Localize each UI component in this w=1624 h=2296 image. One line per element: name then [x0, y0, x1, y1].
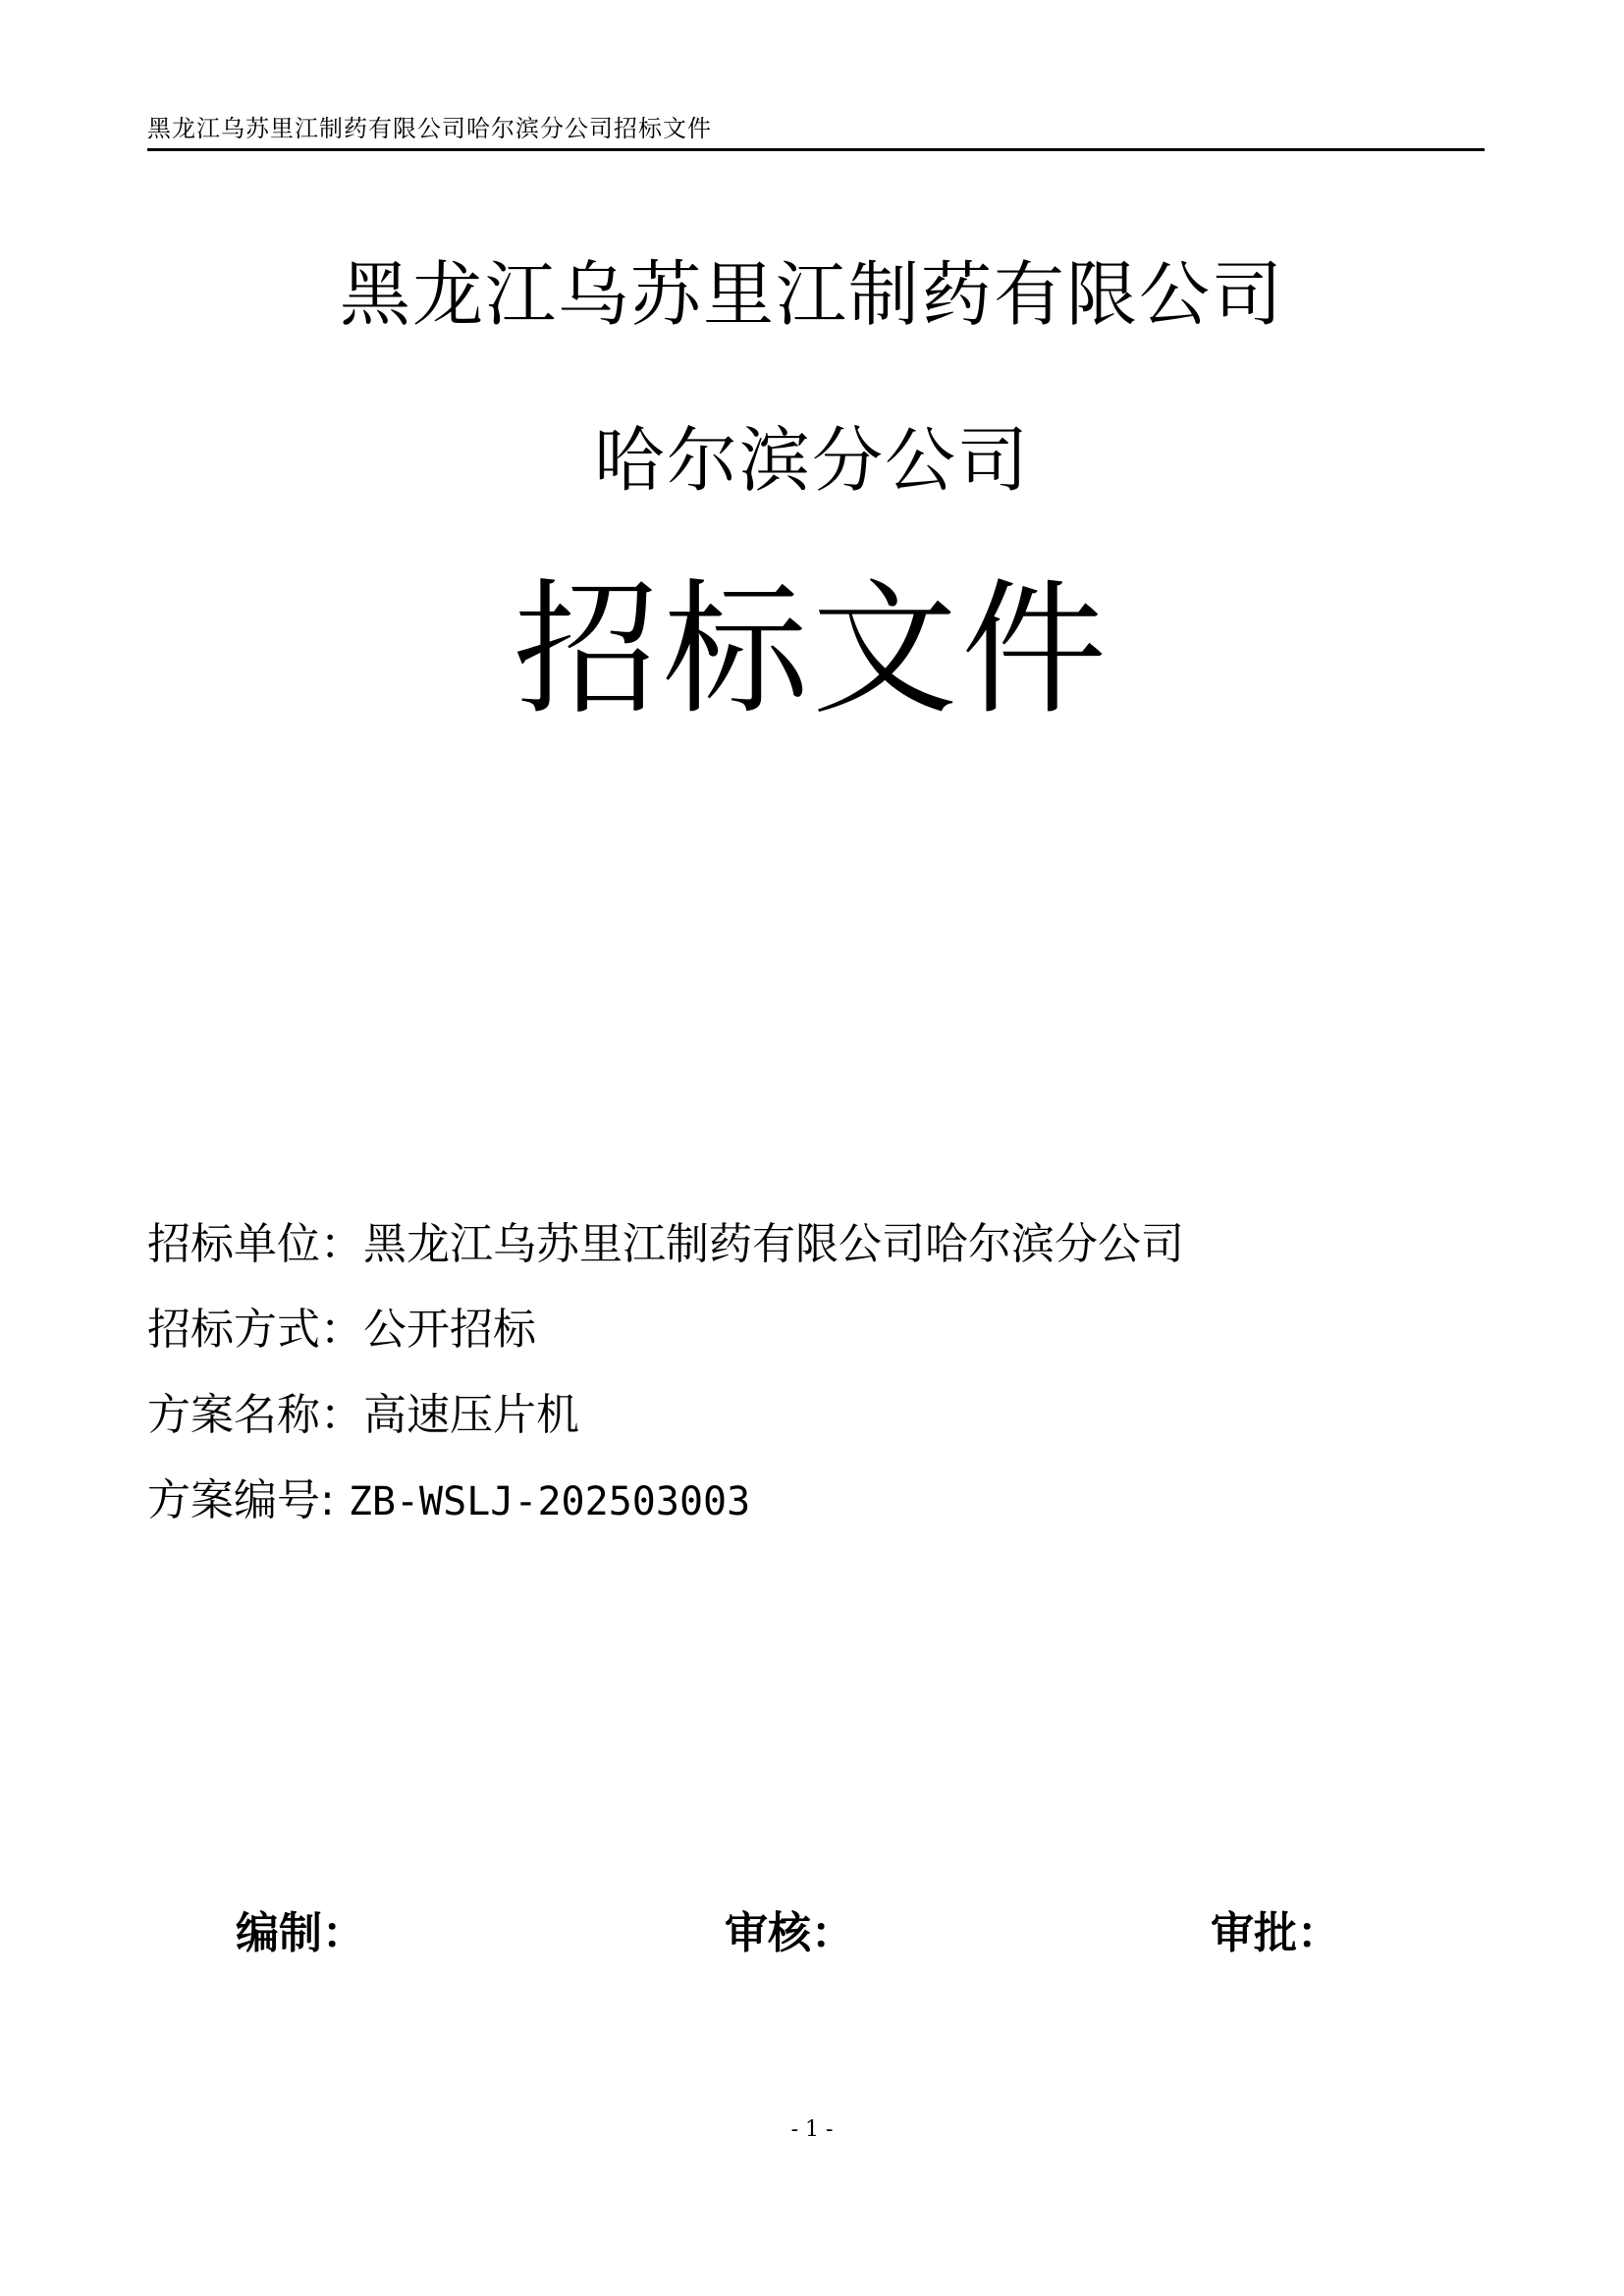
info-label: 招标单位：	[147, 1219, 363, 1269]
info-label: 方案名称：	[147, 1390, 363, 1440]
info-row-project-name	[147, 1386, 1184, 1471]
tender-info-block	[147, 1215, 1184, 1557]
page-number: - 1 -	[790, 2117, 834, 2142]
info-value: 公开招标	[363, 1305, 536, 1355]
branch-name-title: 哈尔滨分公司	[593, 419, 1030, 502]
info-label: 方案编号:	[147, 1475, 349, 1525]
info-value: 高速压片机	[363, 1390, 579, 1440]
approved-by-label: 审批：	[1211, 1908, 1340, 1958]
company-name-title: 黑龙江乌苏里江制药有限公司	[339, 253, 1284, 336]
info-value: ZB-WSLJ-202503003	[348, 1479, 751, 1524]
reviewed-by-label: 审核：	[725, 1908, 854, 1958]
info-row-tender-unit	[147, 1215, 1184, 1301]
running-header: 黑龙江乌苏里江制药有限公司哈尔滨分公司招标文件	[147, 115, 712, 142]
header-divider	[147, 148, 1485, 151]
info-row-project-number	[147, 1471, 1184, 1557]
info-label: 招标方式：	[147, 1305, 363, 1355]
compiled-by-label: 编制：	[236, 1908, 365, 1958]
info-value: 黑龙江乌苏里江制药有限公司哈尔滨分公司	[363, 1219, 1184, 1269]
info-row-tender-method	[147, 1301, 1184, 1386]
document-type-title: 招标文件	[514, 565, 1110, 734]
